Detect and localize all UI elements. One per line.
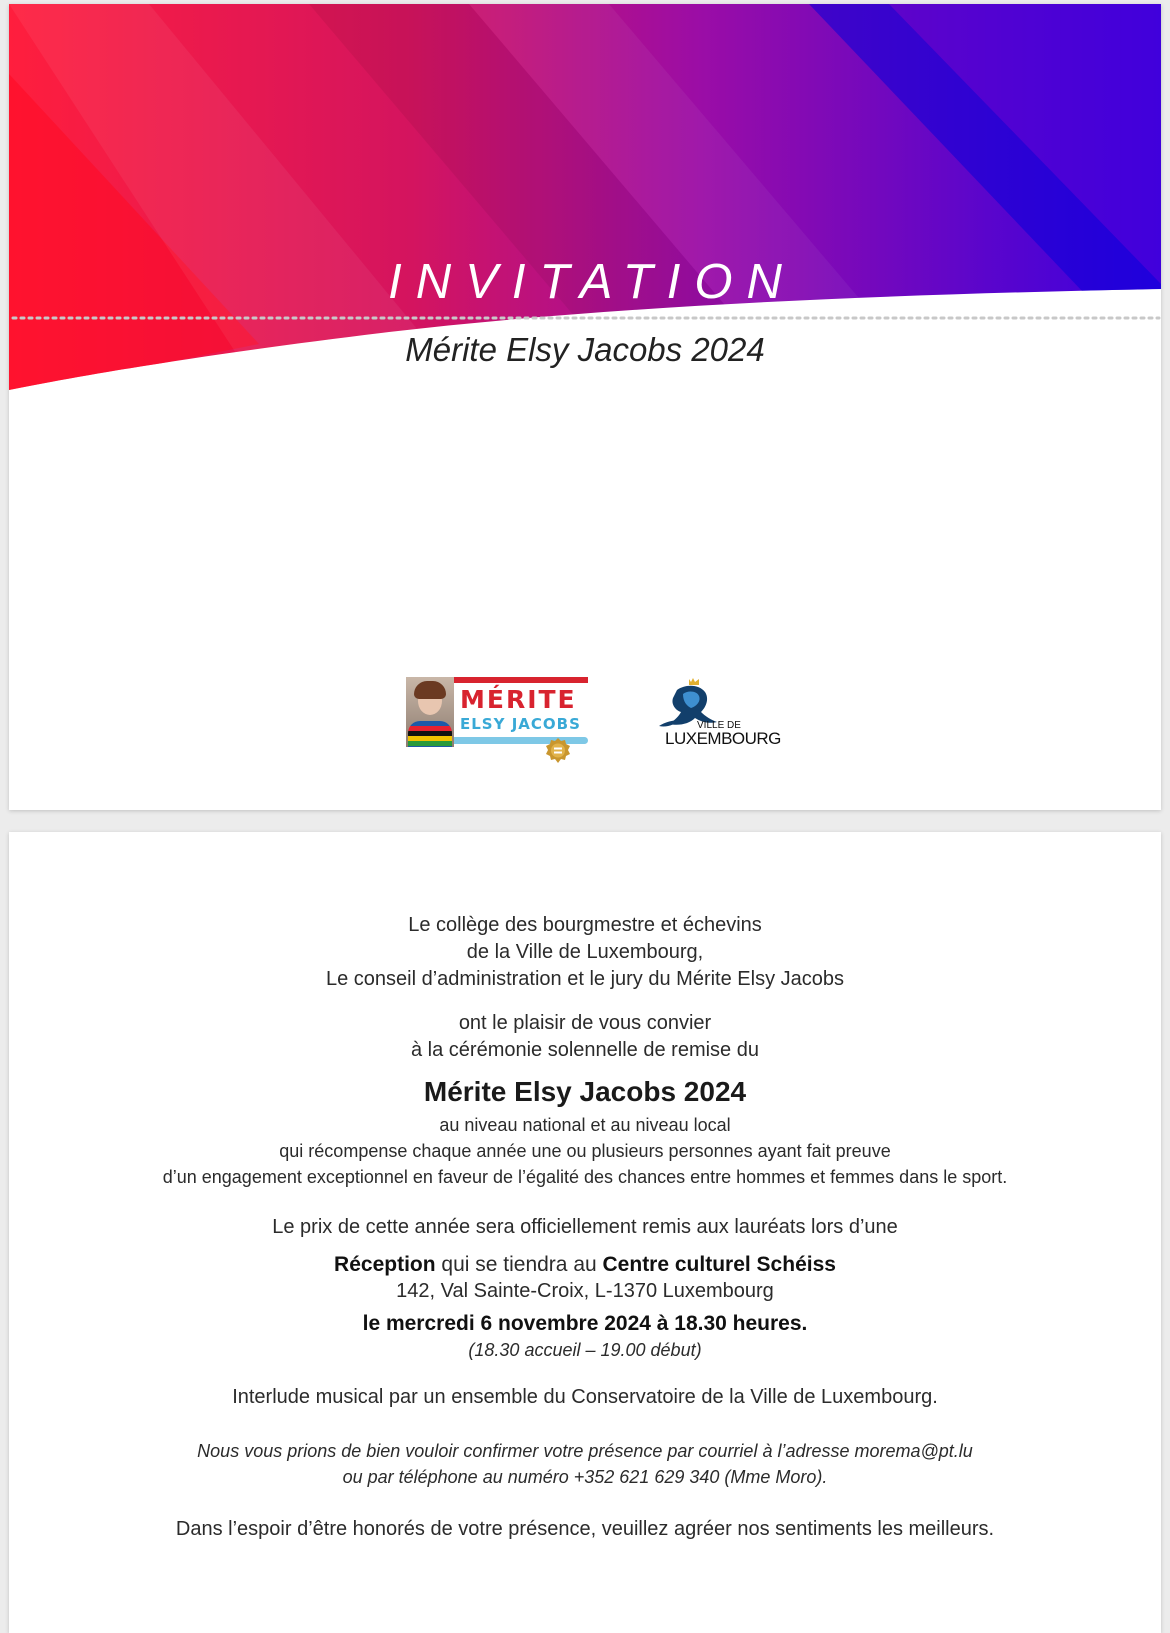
closing-line: Dans l’espoir d’être honorés de votre présence, veuillez agréer nos sentiments les meilleurs. (175, 1518, 995, 1540)
hosts-line: de la Ville de Luxembourg, (466, 941, 704, 963)
rsvp-line: Nous vous prions de bien vouloir confirmer votre présence par courriel à l’adresse morema@pt.lu (197, 1441, 973, 1461)
hosts-line: Le collège des bourgmestre et échevins (408, 914, 762, 936)
invitation-letter (9, 832, 1161, 1633)
invitation-title: INVITATION (388, 255, 796, 309)
hosts-line: Le conseil d’administration et le jury du Mérite Elsy Jacobs (325, 968, 845, 990)
award-desc-line: d’un engagement exceptionnel en faveur de l’égalité des chances entre hommes et femmes dans le sport. (162, 1167, 1008, 1187)
award-desc-line: qui récompense chaque année une ou plusieurs personnes ayant fait preuve (279, 1141, 891, 1161)
merite-logo-name: ELSY JACOBS (460, 715, 581, 733)
rsvp-line: ou par téléphone au numéro +352 621 629 340 (Mme Moro). (342, 1467, 828, 1487)
rsvp-block (9, 1438, 1161, 1490)
event-schedule: (18.30 accueil – 19.00 début) (468, 1340, 702, 1360)
city-logo-small: VILLE DE (697, 720, 741, 731)
portrait-photo (406, 677, 454, 747)
merite-logo-word: MÉRITE (460, 685, 577, 714)
medal-icon (544, 737, 572, 765)
venue-address: 142, Val Sainte-Croix, L-1370 Luxembourg (396, 1280, 774, 1302)
invite-line: à la cérémonie solennelle de remise du (411, 1039, 759, 1061)
award-desc-line: au niveau national et au niveau local (439, 1115, 731, 1135)
invite-line: ont le plaisir de vous convier (458, 1012, 712, 1034)
reception-middle: qui se tiendra au (435, 1253, 603, 1276)
merite-elsy-jacobs-logo (406, 673, 590, 765)
invite-block (9, 1010, 1161, 1064)
prize-line: Le prix de cette année sera officiellement remis aux lauréats lors d’une (272, 1216, 898, 1238)
invitation-cover (9, 4, 1161, 810)
ville-de-luxembourg-logo (649, 676, 779, 752)
reception-block (9, 1250, 1161, 1363)
venue-name: Centre culturel Schéiss (602, 1253, 836, 1276)
reception-word: Réception (334, 1253, 436, 1276)
hosts-block (9, 912, 1161, 993)
award-title: Mérite Elsy Jacobs 2024 (423, 1076, 747, 1107)
award-description (9, 1112, 1161, 1190)
event-date: le mercredi 6 novembre 2024 à 18.30 heures. (362, 1312, 808, 1335)
city-logo-name: LUXEMBOURG (665, 729, 781, 748)
interlude-line: Interlude musical par un ensemble du Conservatoire de la Ville de Luxembourg. (232, 1386, 938, 1408)
cover-subtitle: Mérite Elsy Jacobs 2024 (405, 331, 765, 368)
